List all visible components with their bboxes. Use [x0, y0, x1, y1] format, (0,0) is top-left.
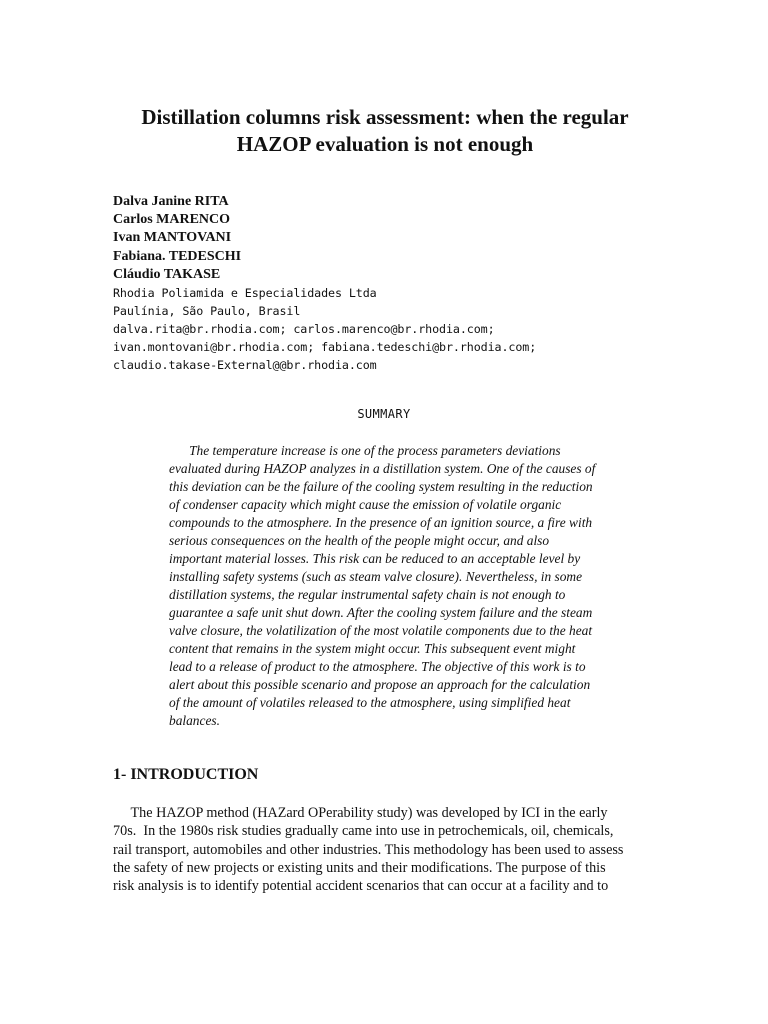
abstract-line: The temperature increase is one of the process parameters deviations — [169, 443, 561, 458]
author-name: Ivan MANTOVANI — [113, 230, 232, 246]
section-heading-introduction: 1- INTRODUCTION — [113, 766, 259, 783]
abstract-line: valve closure, the volatilization of the most volatile components due to the heat — [169, 623, 593, 638]
body-line: the safety of new projects or existing units and their modifications. The purpose of this — [113, 859, 606, 876]
body-line: rail transport, automobiles and other industries. This methodology has been used to assess — [113, 841, 624, 858]
abstract-line: installing safety systems (such as steam valve closure). Nevertheless, in some — [169, 569, 583, 584]
body-line: The HAZOP method (HAZard OPerability study) was developed by ICI in the early — [113, 805, 608, 821]
paper-title — [80, 104, 690, 158]
body-line: risk analysis is to identify potential accident scenarios that can occur at a facility and to — [113, 878, 609, 895]
summary-heading: SUMMARY — [357, 407, 411, 421]
author-block — [113, 193, 673, 374]
author-emails-line-1: dalva.rita@br.rhodia.com; carlos.marenco@br.rhodia.com; — [113, 322, 495, 337]
abstract-line: of the amount of volatiles released to the atmosphere, using simplified heat — [169, 695, 571, 710]
abstract-line: this deviation can be the failure of the cooling system resulting in the reduction — [169, 479, 593, 494]
abstract-line: alert about this possible scenario and propose an approach for the calculation — [169, 677, 591, 692]
abstract-line: evaluated during HAZOP analyzes in a distillation system. One of the causes of — [169, 461, 596, 476]
abstract-line: compounds to the atmosphere. In the presence of an ignition source, a fire with — [169, 515, 593, 530]
affiliation-company: Rhodia Poliamida e Especialidades Ltda — [113, 286, 377, 301]
abstract-line: guarantee a safe unit shut down. After the cooling system failure and the steam — [169, 605, 593, 620]
abstract-line: balances. — [169, 713, 220, 728]
author-name: Dalva Janine RITA — [113, 194, 229, 209]
abstract-line: serious consequences on the health of the people might occur, and also — [169, 533, 550, 548]
title-line-2: HAZOP evaluation is not enough — [236, 132, 534, 156]
abstract-line: of condenser capacity which might cause the emission of volatile organic — [169, 497, 562, 512]
body-line: 70s. In the 1980s risk studies gradually came into use in petrochemicals, oil, chemicals, — [113, 823, 614, 840]
author-name: Cláudio TAKASE — [113, 266, 221, 282]
author-emails-line-2: ivan.montovani@br.rhodia.com; fabiana.tedeschi@br.rhodia.com; — [113, 340, 537, 355]
abstract-line: important material losses. This risk can be reduced to an acceptable level by — [169, 551, 581, 566]
abstract-line: lead to a release of product to the atmosphere. The objective of this work is to — [169, 659, 586, 674]
author-name: Fabiana. TEDESCHI — [113, 248, 242, 264]
author-name: Carlos MARENCO — [113, 212, 231, 228]
affiliation-location: Paulínia, São Paulo, Brasil — [113, 304, 301, 319]
title-line-1: Distillation columns risk assessment: when the regular — [141, 105, 629, 129]
author-emails-line-3: claudio.takase-External@@br.rhodia.com — [113, 358, 377, 373]
summary-abstract — [169, 442, 659, 730]
introduction-body — [113, 804, 673, 895]
abstract-line: content that remains in the system might occur. This subsequent event might — [169, 641, 576, 656]
abstract-line: distillation systems, the regular instrumental safety chain is not enough to — [169, 587, 566, 602]
